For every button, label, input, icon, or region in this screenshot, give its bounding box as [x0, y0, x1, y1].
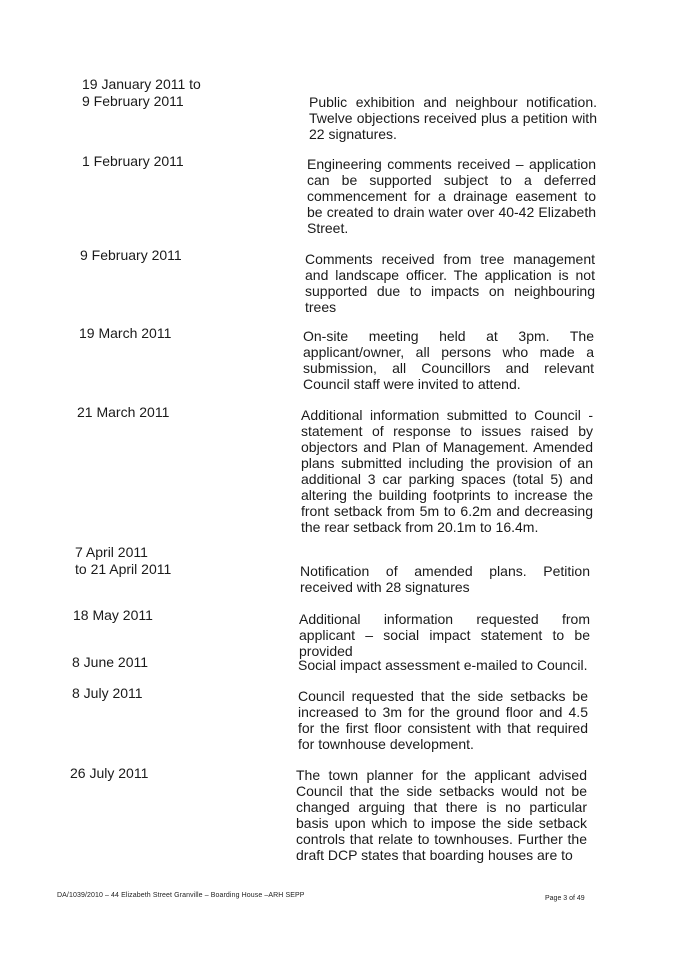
- page-number: Page 3 of 49: [545, 895, 585, 902]
- entry-description: Additional information requested from applicant – social impact statement to be provided: [299, 611, 590, 659]
- entry-description: Council requested that the side setbacks be increased to 3m for the ground floor and 4.5 for the first floor consistent with that required for townhouse development.: [298, 688, 588, 752]
- entry-date: 19 March 2011: [79, 325, 172, 341]
- entry-date: 9 February 2011: [80, 247, 182, 263]
- entry-date: 8 June 2011: [72, 654, 149, 670]
- entry-description: Additional information submitted to Council - statement of response to issues raised by objectors and Plan of Management. Amended plans submitted including the provision of an additional 3 car parking spaces (total 5) and altering the building footprints to increase the front setback from 5m to 6.2m and decreasing the rear setback from 20.1m to 16.4m.: [301, 407, 593, 535]
- entry-date: 1 February 2011: [82, 153, 184, 169]
- entry-date: 18 May 2011: [73, 607, 153, 623]
- entry-date: 19 January 2011 to 9 February 2011: [82, 76, 201, 109]
- entry-description: Notification of amended plans. Petition received with 28 signatures: [300, 563, 590, 595]
- footer-reference: DA/1039/2010 – 44 Elizabeth Street Granville – Boarding House –ARH SEPP: [57, 892, 305, 899]
- entry-date: 8 July 2011: [72, 685, 143, 701]
- entry-date: 26 July 2011: [70, 765, 149, 781]
- entry-description: Comments received from tree management and landscape officer. The application is not supported due to impacts on neighbouring trees: [305, 251, 595, 315]
- entry-date: 21 March 2011: [77, 404, 170, 420]
- entry-description: On-site meeting held at 3pm. The applicant/owner, all persons who made a submission, all Councillors and relevant Council staff were invited to attend.: [303, 328, 594, 392]
- entry-date: 7 April 2011 to 21 April 2011: [75, 544, 172, 577]
- entry-description: Engineering comments received – application can be supported subject to a deferred commencement for a drainage easement to be created to drain water over 40-42 Elizabeth Street.: [307, 156, 596, 236]
- entry-description: Public exhibition and neighbour notification. Twelve objections received plus a petition with 22 signatures.: [309, 94, 597, 142]
- entry-description: Social impact assessment e-mailed to Council.: [298, 657, 588, 673]
- entry-description: The town planner for the applicant advised Council that the side setbacks would not be changed arguing that there is no particular basis upon which to impose the side setback controls that relate to townhouses. Further the draft DCP states that boarding houses are to: [296, 767, 587, 863]
